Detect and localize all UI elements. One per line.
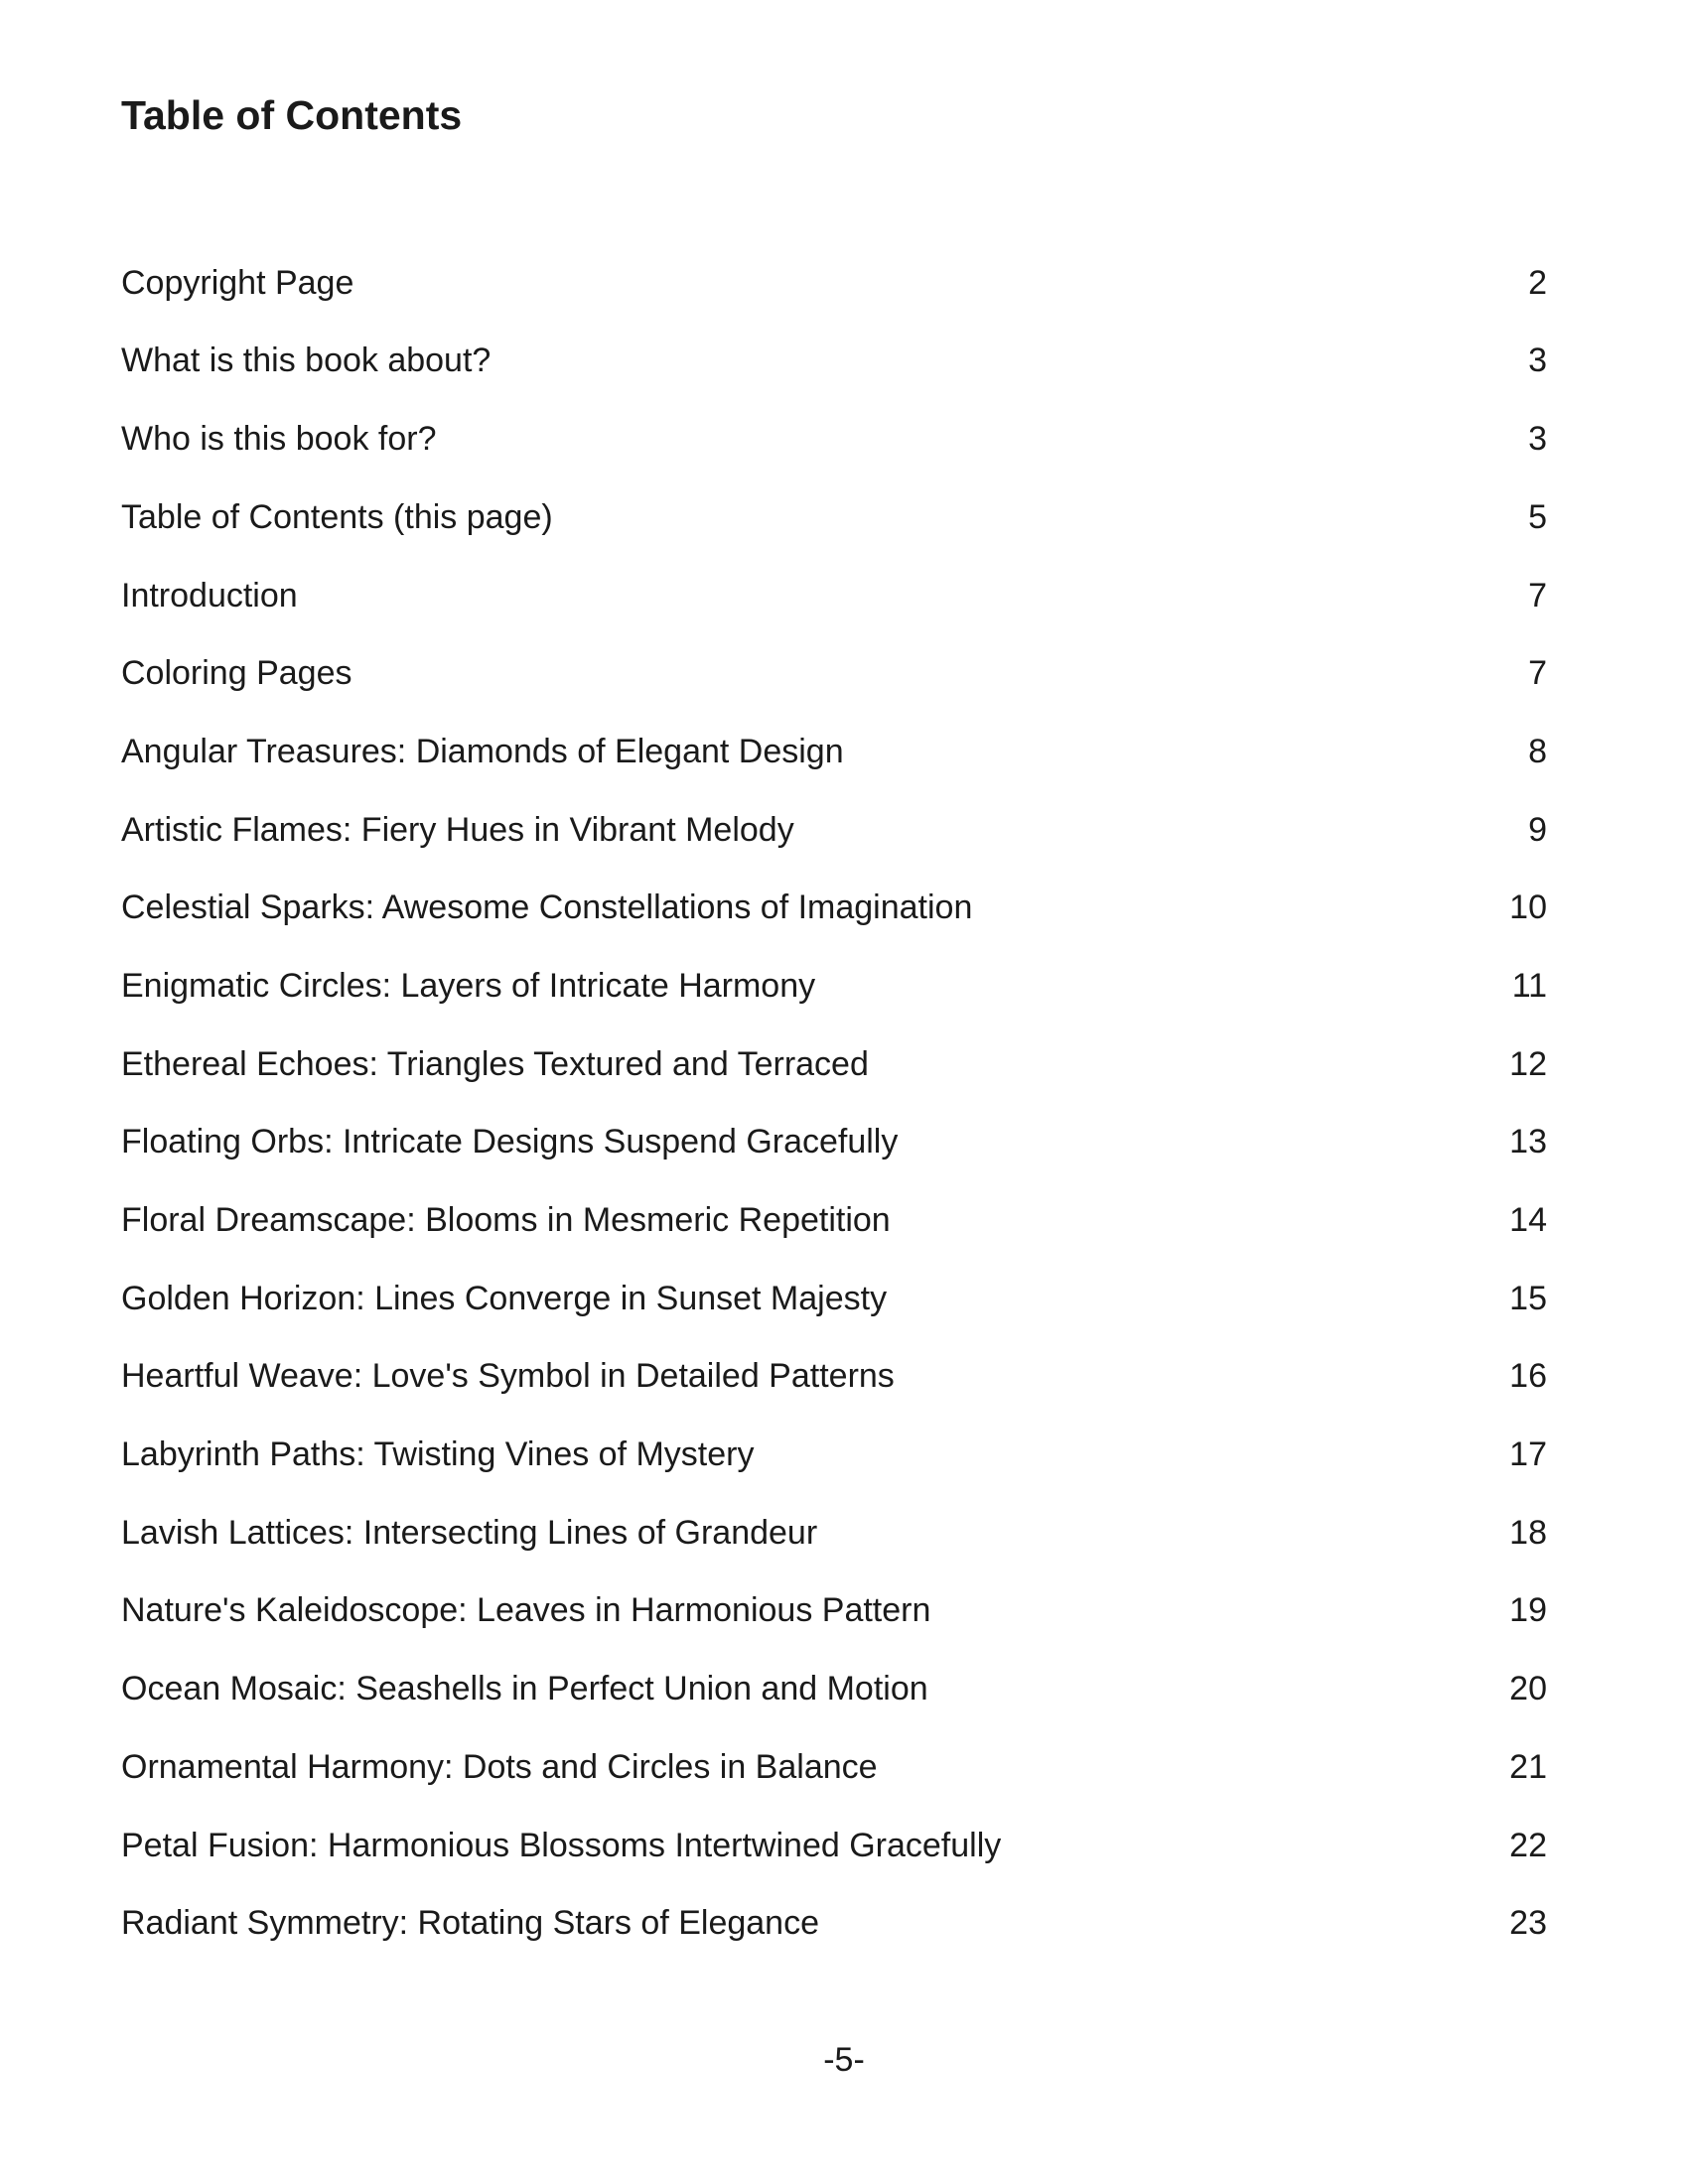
toc-entry-label: What is this book about? bbox=[121, 341, 492, 380]
toc-entry-page-number: 13 bbox=[1509, 1123, 1547, 1161]
toc-entry-page-number: 5 bbox=[1528, 497, 1547, 536]
toc-entry-row bbox=[121, 1338, 1547, 1417]
toc-entry-label: Lavish Lattices: Intersecting Lines of Grandeur bbox=[121, 1513, 818, 1552]
toc-entry-label: Enigmatic Circles: Layers of Intricate Harmony bbox=[121, 966, 816, 1005]
toc-entry-label: Artistic Flames: Fiery Hues in Vibrant Melody bbox=[121, 810, 794, 849]
toc-entry-row bbox=[121, 1416, 1547, 1494]
toc-entry-page-number: 12 bbox=[1509, 1044, 1547, 1083]
toc-entry-row bbox=[121, 1181, 1547, 1260]
toc-entry-row bbox=[121, 1807, 1547, 1885]
toc-entry-label: Celestial Sparks: Awesome Constellations of Imagination bbox=[121, 888, 973, 927]
toc-entry-page-number: 23 bbox=[1509, 1904, 1547, 1943]
toc-entry-label: Floral Dreamscape: Blooms in Mesmeric Repetition bbox=[121, 1201, 891, 1240]
toc-entry-row bbox=[121, 870, 1547, 948]
toc-entry-page-number: 3 bbox=[1528, 420, 1547, 459]
toc-entry-row bbox=[121, 1104, 1547, 1182]
toc-entry-row bbox=[121, 478, 1547, 557]
toc-entry-row bbox=[121, 1025, 1547, 1104]
toc-entry-row bbox=[121, 400, 1547, 478]
toc-entry-page-number: 14 bbox=[1509, 1201, 1547, 1240]
toc-entry-row bbox=[121, 713, 1547, 791]
toc-entry-page-number: 21 bbox=[1509, 1747, 1547, 1786]
toc-entry-label: Golden Horizon: Lines Converge in Sunset Majesty bbox=[121, 1279, 888, 1317]
toc-entry-label: Ornamental Harmony: Dots and Circles in Balance bbox=[121, 1747, 878, 1786]
toc-entry-row bbox=[121, 791, 1547, 870]
toc-entry-row bbox=[121, 1728, 1547, 1807]
toc-entry-row bbox=[121, 1260, 1547, 1338]
toc-entry-label: Ethereal Echoes: Triangles Textured and Terraced bbox=[121, 1044, 869, 1083]
toc-entry-label: Angular Treasures: Diamonds of Elegant Design bbox=[121, 732, 844, 770]
toc-entry-page-number: 19 bbox=[1509, 1591, 1547, 1630]
toc-entry-row bbox=[121, 323, 1547, 401]
toc-entry-label: Who is this book for? bbox=[121, 420, 437, 459]
toc-entry-label: Copyright Page bbox=[121, 263, 354, 302]
toc-entry-row bbox=[121, 1884, 1547, 1963]
toc-entry-page-number: 20 bbox=[1509, 1670, 1547, 1708]
toc-entry-row bbox=[121, 1650, 1547, 1728]
toc-entry-page-number: 8 bbox=[1528, 732, 1547, 770]
toc-entry-label: Floating Orbs: Intricate Designs Suspend Gracefully bbox=[121, 1123, 899, 1161]
toc-entry-page-number: 18 bbox=[1509, 1513, 1547, 1552]
toc-entry-page-number: 10 bbox=[1509, 888, 1547, 927]
page-number-footer: -5- bbox=[823, 2041, 865, 2079]
toc-entry-label: Petal Fusion: Harmonious Blossoms Intertwined Gracefully bbox=[121, 1826, 1002, 1864]
toc-entry-label: Nature's Kaleidoscope: Leaves in Harmonious Pattern bbox=[121, 1591, 931, 1630]
toc-entry-row bbox=[121, 1572, 1547, 1651]
page-title: Table of Contents bbox=[121, 92, 463, 138]
toc-entry-label: Introduction bbox=[121, 576, 298, 614]
toc-entry-label: Coloring Pages bbox=[121, 654, 352, 693]
toc-entry-page-number: 7 bbox=[1528, 576, 1547, 614]
toc-entry-page-number: 11 bbox=[1511, 966, 1547, 1005]
toc-entry-label: Radiant Symmetry: Rotating Stars of Elegance bbox=[121, 1904, 819, 1943]
toc-entry-page-number: 15 bbox=[1509, 1279, 1547, 1317]
toc-entry-page-number: 7 bbox=[1528, 654, 1547, 693]
toc-entry-row bbox=[121, 1494, 1547, 1572]
toc-list bbox=[121, 244, 1547, 1963]
toc-entry-page-number: 17 bbox=[1509, 1435, 1547, 1474]
toc-entry-page-number: 2 bbox=[1528, 263, 1547, 302]
toc-entry-label: Heartful Weave: Love's Symbol in Detailed Patterns bbox=[121, 1357, 895, 1396]
toc-entry-page-number: 3 bbox=[1528, 341, 1547, 380]
toc-entry-row bbox=[121, 557, 1547, 635]
toc-entry-row bbox=[121, 244, 1547, 323]
toc-entry-page-number: 22 bbox=[1509, 1826, 1547, 1864]
toc-entry-label: Ocean Mosaic: Seashells in Perfect Union and Motion bbox=[121, 1670, 928, 1708]
toc-entry-row bbox=[121, 634, 1547, 713]
toc-entry-row bbox=[121, 947, 1547, 1025]
toc-entry-label: Table of Contents (this page) bbox=[121, 497, 553, 536]
toc-entry-page-number: 16 bbox=[1509, 1357, 1547, 1396]
toc-entry-page-number: 9 bbox=[1528, 810, 1547, 849]
toc-entry-label: Labyrinth Paths: Twisting Vines of Mystery bbox=[121, 1435, 755, 1474]
